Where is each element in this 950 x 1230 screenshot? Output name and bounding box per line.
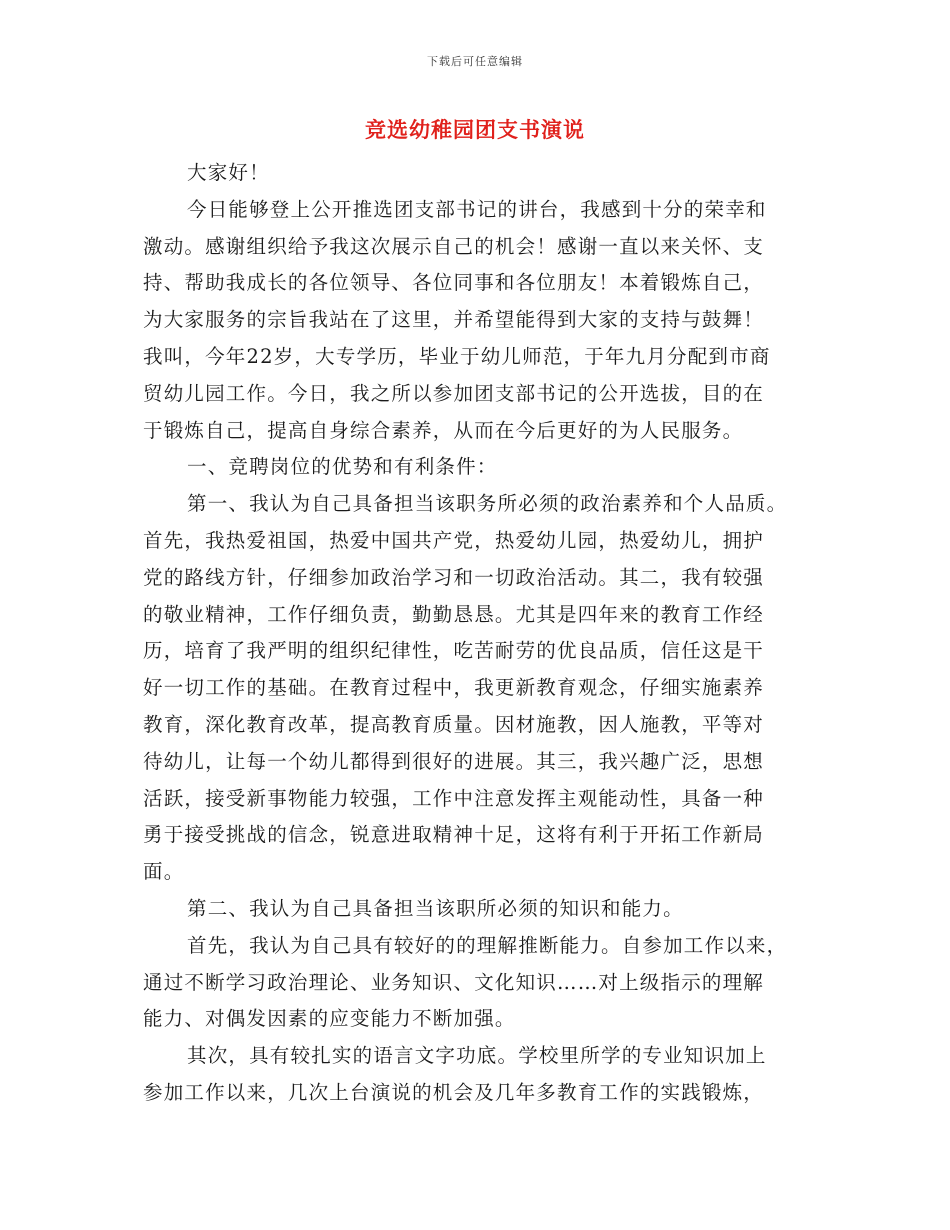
document-title: 竞选幼稚园团支书演说 [365, 117, 585, 142]
text-line: 为大家服务的宗旨我站在了这里，并希望能得到大家的支持与鼓舞！ [143, 308, 765, 332]
header-note: 下载后可任意编辑 [427, 55, 523, 68]
text-line: 勇于接受挑战的信念，锐意进取精神十足，这将有利于开拓工作新局 [143, 823, 765, 847]
text-line: 今日能够登上公开推选团支部书记的讲台，我感到十分的荣幸和 [187, 197, 767, 221]
text-line: 我叫，今年22岁，大专学历，毕业于幼儿师范，于年九月分配到市商 [143, 344, 771, 368]
text-line: 历，培育了我严明的组织纪律性，吃苦耐劳的优良品质，信任这是干 [143, 639, 765, 663]
text-line: 持、帮助我成长的各位领导、各位同事和各位朋友！本着锻炼自己， [143, 271, 765, 295]
text-line: 活跃，接受新事物能力较强，工作中注意发挥主观能动性，具备一种 [143, 786, 765, 810]
text-line: 能力、对偶发因素的应变能力不断加强。 [143, 1007, 516, 1031]
text-line: 第一、我认为自己具备担当该职务所必须的政治素养和个人品质。 [187, 492, 788, 516]
text-line: 首先，我热爱祖国，热爱中国共产党，热爱幼儿园，热爱幼儿，拥护 [143, 528, 765, 552]
text-line: 激动。感谢组织给予我这次展示自己的机会！感谢一直以来关怀、支 [143, 234, 765, 258]
document-body [143, 155, 811, 1112]
text-line: 的敬业精神，工作仔细负责，勤勤恳恳。尤其是四年来的教育工作经 [143, 602, 765, 626]
text-line: 贸幼儿园工作。今日，我之所以参加团支部书记的公开选拔，目的在 [143, 381, 765, 405]
text-line: 于锻炼自己，提高自身综合素养，从而在今后更好的为人民服务。 [143, 418, 744, 442]
text-line: 面。 [143, 860, 185, 884]
text-line: 好一切工作的基础。在教育过程中，我更新教育观念，仔细实施素养 [143, 676, 765, 700]
text-line: 教育，深化教育改革，提高教育质量。因材施教，因人施教，平等对 [143, 712, 765, 736]
text-line: 一、竞聘岗位的优势和有利条件： [187, 455, 498, 479]
text-line: 待幼儿，让每一个幼儿都得到很好的进展。其三，我兴趣广泛，思想 [143, 749, 765, 773]
text-line: 通过不断学习政治理论、业务知识、文化知识……对上级指示的理解 [143, 970, 765, 994]
text-line: 首先，我认为自己具有较好的的理解推断能力。自参加工作以来， [187, 933, 788, 957]
text-line: 党的路线方针，仔细参加政治学习和一切政治活动。其二，我有较强 [143, 565, 765, 589]
text-line: 第二、我认为自己具备担当该职所必须的知识和能力。 [187, 896, 684, 920]
text-line: 参加工作以来，几次上台演说的机会及几年多教育工作的实践锻炼， [143, 1080, 765, 1104]
text-line: 大家好！ [187, 161, 270, 184]
text-line: 其次，具有较扎实的语言文字功底。学校里所学的专业知识加上 [187, 1044, 767, 1068]
